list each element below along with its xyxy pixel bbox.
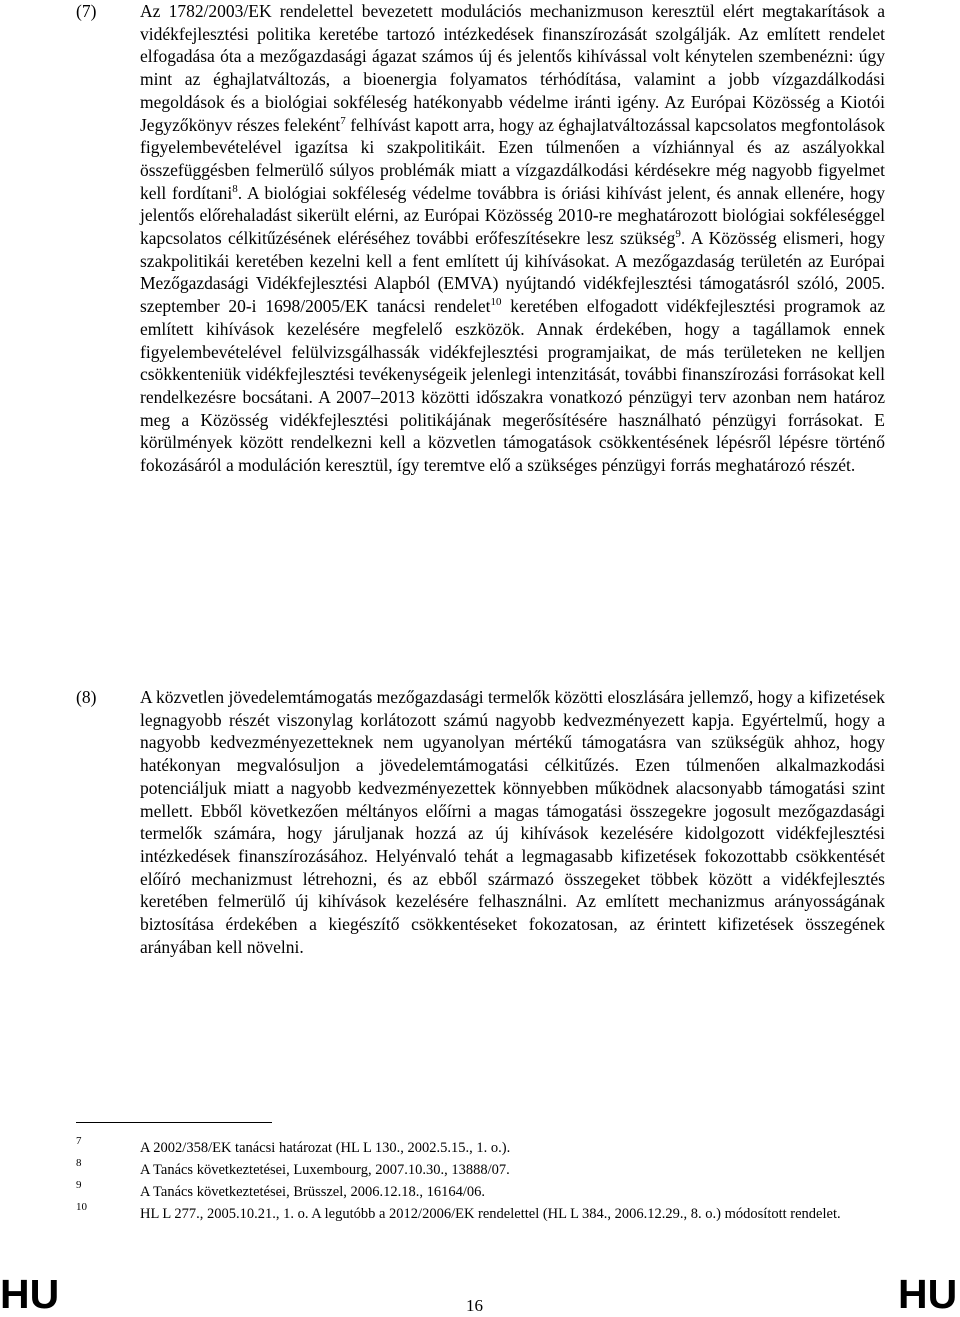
footnote-reference: 7 xyxy=(340,114,346,127)
footnote-text: HL L 277., 2005.10.21., 1. o. A legutóbb a 2012/2006/EK rendelettel (HL L 384., 2006.12.29., 8. o.) módosított rendelet. xyxy=(140,1206,841,1222)
footnote-number: 7 xyxy=(76,1135,82,1147)
text-segment: felhívást kapott arra, hogy az éghajlatváltozással kapcsolatos megfontolások figyelembevételével igazítsa ki szakpolitikáit. Ezen túlmenően a vízhiánnyal és az aszályokkal összefüggésben felmerülő súlyos problémák miatt a vízgazdálkodási kérdésekre még nagyobb figyelmet kell fordítani xyxy=(140,114,886,203)
footnote-number: 10 xyxy=(76,1201,87,1213)
footnote-text: A 2002/358/EK tanácsi határozat (HL L 130., 2002.5.15., 1. o.). xyxy=(140,1140,511,1156)
footnote-number: 8 xyxy=(76,1157,82,1169)
paragraph-text xyxy=(140,0,885,477)
footnote-number: 9 xyxy=(76,1179,82,1191)
footnote-separator xyxy=(76,1122,272,1123)
text-segment: . A Közösség elismeri, hogy szakpolitikái keretében kezelni kell a fent említett új kihívásokat. A mezőgazdaság területén az Európai Mezőgazdasági Vidékfejlesztési Alapból (EMVA) nyújtandó vidékfejlesztési támogatásról szóló, 2005. szeptember 20-i 1698/2005/EK tanácsi rendelet xyxy=(140,228,885,317)
footer-language-left: HU xyxy=(0,1271,60,1317)
paragraph-text xyxy=(140,686,885,958)
text-segment: A közvetlen jövedelemtámogatás mezőgazdasági termelők közötti eloszlására jellemző, hogy a kifizetések legnagyobb részét viszonylag korlátozott számú nagyobb kedvezményezett kapja. Egyértelmű, hogy a nagyobb kedvezményezetteknek nem ugyanolyan mértékű támogatásra van szükségük ahhoz, hogy hatékonyan megvalósuljon a jövedelemtámogatási célkitűzés. Ezen túlmenően alkalmazkodási potenciáljuk miatt a nagyobb kedvezményezettek könnyebben működnek alacsonyabb támogatási szint mellett. Ebből következően méltányos előírni a magas támogatási összegekre jogosult mezőgazdasági termelők számára, hogy járuljanak hozzá az új kihívások kezelésére kidolgozott vidékfejlesztési intézkedések finanszírozásához. Helyénvaló tehát a legmagasabb kifizetések fokozottabb csökkentését előíró mechanizmust létrehozni, és az ebből származó összegeket többek között a vidékfejlesztés keretében felmerülő új kihívások kezelésére felhasználni. Az említett mechanizmus arányosságának biztosítása érdekében a kiegészítő csökkentéseket fokozatosan, az érintett kifizetések összegének arányában kell növelni. xyxy=(140,687,885,957)
text-segment: . A biológiai sokféleség védelme továbbra is óriási kihívást jelent, és annak ellenére, hogy jelentős előrehaladást sikerült elérni, az Európai Közösség 2010-re meghatározott biológiai sokféleséggel kapcsolatos célkitűzésének eléréséhez további erőfeszítésekre lesz szükség xyxy=(140,182,885,249)
footnote-reference: 8 xyxy=(232,182,238,195)
footnote-text: A Tanács következtetései, Luxembourg, 2007.10.30., 13888/07. xyxy=(140,1162,510,1178)
footnote-reference: 9 xyxy=(675,228,681,241)
footnote-text: A Tanács következtetései, Brüsszel, 2006.12.18., 16164/06. xyxy=(140,1184,486,1200)
text-segment: keretében elfogadott vidékfejlesztési programok az említett kihívások kezelésére megfelelő eszközök. Annak érdekében, hogy a tagállamok ennek figyelembevételével felülvizsgálhassák vidékfejlesztési programjaikat, de más területeken ne kelljen csökkenteniük vidékfejlesztési tevékenységeik jelenlegi intenzitását, további finanszírozási forrásokat kell rendelkezésre bocsátani. A 2007–2013 közötti időszakra vonatkozó pénzügyi terv azonban nem határoz meg a Közösség vidékfejlesztési politikájának megerősítésére használható pénzügyi forrásokat. E körülmények között rendelkezni kell a közvetlen támogatások csökkentésének lépésről lépésre történő fokozásáról a moduláción keresztül, így teremtve elő a szükséges pénzügyi forrás meghatározó részét. xyxy=(140,296,885,476)
footer-language-right: HU xyxy=(898,1271,958,1317)
paragraph-number: (7) xyxy=(76,1,97,21)
paragraph-number: (8) xyxy=(76,687,97,707)
text-segment: Az 1782/2003/EK rendelettel bevezetett modulációs mechanizmuson keresztül elért megtakarítások a vidékfejlesztési politika keretébe tartozó intézkedések finanszírozását szolgálják. Az említett rendelet elfogadása óta a mezőgazdasági ágazat számos új és jelentős kihívással volt kénytelen szembenézni: úgy mint az éghajlatváltozás, a bioenergia folyamatos térhódítása, valamint a jobb vízgazdálkodási megoldások és a biológiai sokféleség hatékonyabb védelme iránti igény. Az Európai Közösség a Kiotói Jegyzőkönyv részes feleként xyxy=(140,1,885,135)
footnote-reference: 10 xyxy=(490,296,502,309)
page-number: 16 xyxy=(466,1296,483,1315)
